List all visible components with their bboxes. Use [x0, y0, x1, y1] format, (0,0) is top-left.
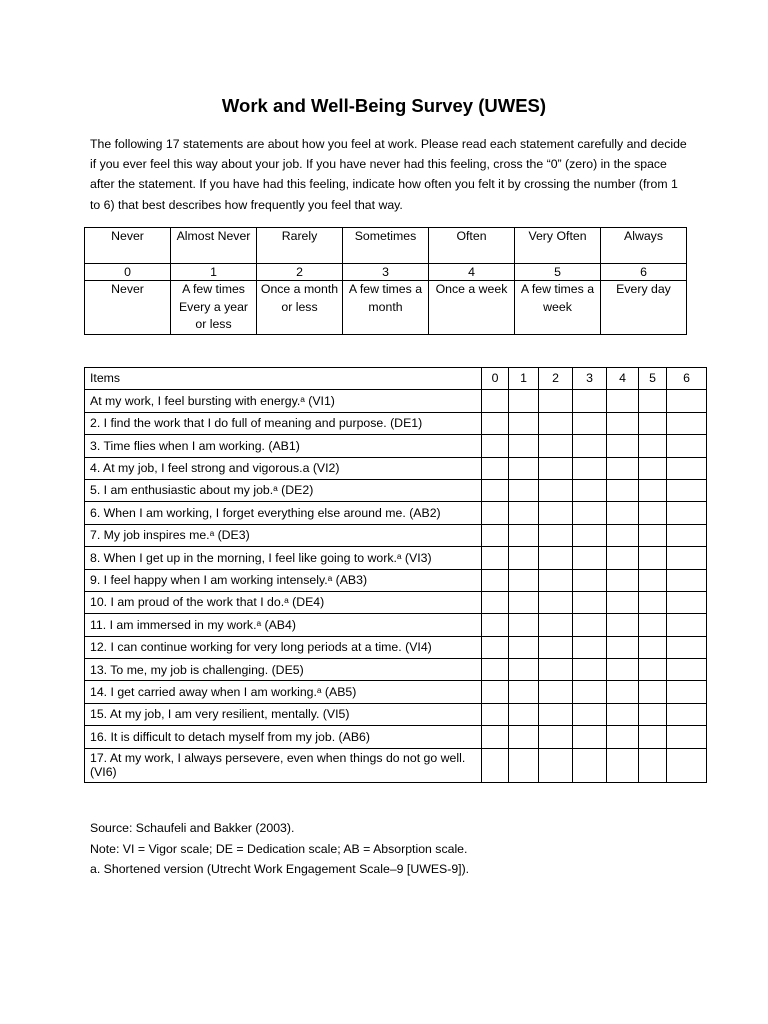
score-column-header: 2	[539, 368, 573, 390]
response-cell-6[interactable]	[667, 435, 707, 457]
response-cell-2[interactable]	[539, 591, 573, 613]
response-cell-0[interactable]	[482, 703, 509, 725]
frequency-scale-table	[84, 227, 687, 335]
response-cell-4[interactable]	[607, 502, 639, 524]
survey-item-statement: 10. I am proud of the work that I do.ᵃ (DE4)	[85, 591, 482, 613]
response-cell-3[interactable]	[573, 390, 607, 412]
response-cell-3[interactable]	[573, 569, 607, 591]
response-cell-6[interactable]	[667, 390, 707, 412]
score-column-header: 1	[509, 368, 539, 390]
response-cell-6[interactable]	[667, 457, 707, 479]
scale-label: Very Often	[515, 228, 601, 264]
response-cell-4[interactable]	[607, 547, 639, 569]
survey-item-statement: 6. When I am working, I forget everything else around me. (AB2)	[85, 502, 482, 524]
response-cell-5[interactable]	[639, 524, 667, 546]
scale-description: Every day	[601, 281, 687, 335]
response-cell-4[interactable]	[607, 457, 639, 479]
scale-value: 6	[601, 264, 687, 281]
survey-item-statement: 13. To me, my job is challenging. (DE5)	[85, 659, 482, 681]
response-cell-4[interactable]	[607, 726, 639, 748]
survey-item-row	[85, 412, 707, 434]
score-column-header: 6	[667, 368, 707, 390]
survey-item-row	[85, 614, 707, 636]
scale-value: 5	[515, 264, 601, 281]
survey-item-row	[85, 435, 707, 457]
response-cell-0[interactable]	[482, 502, 509, 524]
scale-value: 1	[171, 264, 257, 281]
response-cell-6[interactable]	[667, 547, 707, 569]
survey-item-statement: 7. My job inspires me.ᵃ (DE3)	[85, 524, 482, 546]
instructions-paragraph: The following 17 statements are about how you feel at work. Please read each statement carefully and decide if you ever feel this way about your job. If you have never had this feeling, cross the “0” (zero) in the space after the statement. If you have had this feeling, indicate how often you felt it by crossing the number (from 1 to 6) that best describes how frequently you feel that way.	[90, 137, 687, 212]
response-cell-5[interactable]	[639, 726, 667, 748]
survey-item-statement: 17. At my work, I always persevere, even when things do not go well. (VI6)	[85, 748, 482, 782]
scale-value-row	[85, 264, 687, 281]
response-cell-3[interactable]	[573, 591, 607, 613]
response-cell-2[interactable]	[539, 748, 573, 782]
response-cell-4[interactable]	[607, 748, 639, 782]
items-header-row	[85, 368, 707, 390]
survey-item-statement: 16. It is difficult to detach myself from my job. (AB6)	[85, 726, 482, 748]
survey-item-statement: 12. I can continue working for very long periods at a time. (VI4)	[85, 636, 482, 658]
survey-item-statement: At my work, I feel bursting with energy.ᵃ (VI1)	[85, 390, 482, 412]
response-cell-2[interactable]	[539, 502, 573, 524]
survey-item-row	[85, 479, 707, 501]
response-cell-5[interactable]	[639, 569, 667, 591]
response-cell-4[interactable]	[607, 390, 639, 412]
scale-label: Never	[85, 228, 171, 264]
response-cell-4[interactable]	[607, 569, 639, 591]
response-cell-0[interactable]	[482, 681, 509, 703]
response-cell-1[interactable]	[509, 479, 539, 501]
response-cell-3[interactable]	[573, 547, 607, 569]
response-cell-2[interactable]	[539, 412, 573, 434]
response-cell-2[interactable]	[539, 457, 573, 479]
response-cell-4[interactable]	[607, 659, 639, 681]
scale-label: Almost Never	[171, 228, 257, 264]
response-cell-0[interactable]	[482, 479, 509, 501]
abbreviation-note: Note: VI = Vigor scale; DE = Dedication scale; AB = Absorption scale.	[90, 841, 468, 856]
response-cell-4[interactable]	[607, 681, 639, 703]
response-cell-6[interactable]	[667, 726, 707, 748]
response-cell-4[interactable]	[607, 524, 639, 546]
response-cell-6[interactable]	[667, 569, 707, 591]
survey-item-row	[85, 748, 707, 782]
response-cell-6[interactable]	[667, 659, 707, 681]
survey-item-row	[85, 636, 707, 658]
scale-description: Once a month or less	[257, 281, 343, 335]
response-cell-5[interactable]	[639, 435, 667, 457]
score-column-header: 5	[639, 368, 667, 390]
scale-description: Once a week	[429, 281, 515, 335]
survey-item-row	[85, 726, 707, 748]
response-cell-1[interactable]	[509, 659, 539, 681]
scale-label: Often	[429, 228, 515, 264]
survey-item-statement: 15. At my job, I am very resilient, mentally. (VI5)	[85, 703, 482, 725]
response-cell-2[interactable]	[539, 659, 573, 681]
scale-label: Sometimes	[343, 228, 429, 264]
response-cell-3[interactable]	[573, 681, 607, 703]
response-cell-5[interactable]	[639, 748, 667, 782]
items-column-header: Items	[85, 368, 482, 390]
scale-description-row	[85, 281, 687, 335]
response-cell-5[interactable]	[639, 614, 667, 636]
survey-item-row	[85, 681, 707, 703]
response-cell-1[interactable]	[509, 569, 539, 591]
score-column-header: 3	[573, 368, 607, 390]
response-cell-1[interactable]	[509, 748, 539, 782]
response-cell-1[interactable]	[509, 614, 539, 636]
response-cell-3[interactable]	[573, 748, 607, 782]
response-cell-5[interactable]	[639, 636, 667, 658]
response-cell-2[interactable]	[539, 569, 573, 591]
survey-item-row	[85, 502, 707, 524]
response-cell-2[interactable]	[539, 614, 573, 636]
response-cell-6[interactable]	[667, 524, 707, 546]
response-cell-1[interactable]	[509, 726, 539, 748]
survey-item-statement: 9. I feel happy when I am working intensely.ᵃ (AB3)	[85, 569, 482, 591]
scale-value: 2	[257, 264, 343, 281]
response-cell-2[interactable]	[539, 524, 573, 546]
scale-description: A few times a month	[343, 281, 429, 335]
response-cell-3[interactable]	[573, 435, 607, 457]
response-cell-1[interactable]	[509, 703, 539, 725]
response-cell-6[interactable]	[667, 591, 707, 613]
response-cell-5[interactable]	[639, 591, 667, 613]
response-cell-1[interactable]	[509, 457, 539, 479]
response-cell-3[interactable]	[573, 457, 607, 479]
response-cell-6[interactable]	[667, 412, 707, 434]
response-cell-1[interactable]	[509, 502, 539, 524]
survey-item-statement: 5. I am enthusiastic about my job.ᵃ (DE2)	[85, 479, 482, 501]
response-cell-2[interactable]	[539, 547, 573, 569]
response-cell-0[interactable]	[482, 524, 509, 546]
response-cell-4[interactable]	[607, 435, 639, 457]
response-cell-3[interactable]	[573, 614, 607, 636]
response-cell-5[interactable]	[639, 659, 667, 681]
score-column-header: 0	[482, 368, 509, 390]
response-cell-4[interactable]	[607, 479, 639, 501]
response-cell-0[interactable]	[482, 614, 509, 636]
response-cell-0[interactable]	[482, 748, 509, 782]
scale-description: Never	[85, 281, 171, 335]
survey-item-statement: 14. I get carried away when I am working.ᵃ (AB5)	[85, 681, 482, 703]
response-cell-6[interactable]	[667, 636, 707, 658]
response-cell-4[interactable]	[607, 412, 639, 434]
survey-item-row	[85, 547, 707, 569]
response-cell-1[interactable]	[509, 524, 539, 546]
scale-label-row	[85, 228, 687, 264]
response-cell-5[interactable]	[639, 479, 667, 501]
response-cell-2[interactable]	[539, 681, 573, 703]
response-cell-3[interactable]	[573, 502, 607, 524]
survey-item-row	[85, 569, 707, 591]
response-cell-2[interactable]	[539, 703, 573, 725]
scale-label: Always	[601, 228, 687, 264]
survey-item-statement: 11. I am immersed in my work.ᵃ (AB4)	[85, 614, 482, 636]
response-cell-3[interactable]	[573, 636, 607, 658]
response-cell-3[interactable]	[573, 524, 607, 546]
response-cell-0[interactable]	[482, 457, 509, 479]
score-column-header: 4	[607, 368, 639, 390]
shortened-version-note: a. Shortened version (Utrecht Work Engagement Scale–9 [UWES-9]).	[90, 862, 470, 876]
response-cell-5[interactable]	[639, 457, 667, 479]
response-cell-5[interactable]	[639, 412, 667, 434]
survey-item-statement: 4. At my job, I feel strong and vigorous.a (VI2)	[85, 457, 482, 479]
response-cell-0[interactable]	[482, 435, 509, 457]
source-note: Source: Schaufeli and Bakker (2003).	[90, 821, 295, 835]
response-cell-5[interactable]	[639, 502, 667, 524]
survey-items-table	[84, 367, 707, 783]
survey-item-row	[85, 703, 707, 725]
response-cell-5[interactable]	[639, 703, 667, 725]
response-cell-4[interactable]	[607, 703, 639, 725]
response-cell-3[interactable]	[573, 412, 607, 434]
response-cell-1[interactable]	[509, 390, 539, 412]
survey-item-row	[85, 457, 707, 479]
response-cell-0[interactable]	[482, 412, 509, 434]
page-title: Work and Well-Being Survey (UWES)	[221, 95, 547, 116]
response-cell-5[interactable]	[639, 390, 667, 412]
survey-item-statement: 3. Time flies when I am working. (AB1)	[85, 435, 482, 457]
response-cell-5[interactable]	[639, 681, 667, 703]
survey-item-row	[85, 524, 707, 546]
response-cell-6[interactable]	[667, 502, 707, 524]
footer-notes	[90, 818, 710, 880]
response-cell-0[interactable]	[482, 569, 509, 591]
response-cell-3[interactable]	[573, 479, 607, 501]
response-cell-2[interactable]	[539, 636, 573, 658]
response-cell-4[interactable]	[607, 614, 639, 636]
response-cell-2[interactable]	[539, 726, 573, 748]
survey-item-row	[85, 591, 707, 613]
response-cell-4[interactable]	[607, 636, 639, 658]
response-cell-3[interactable]	[573, 703, 607, 725]
response-cell-2[interactable]	[539, 390, 573, 412]
response-cell-3[interactable]	[573, 726, 607, 748]
response-cell-1[interactable]	[509, 412, 539, 434]
response-cell-1[interactable]	[509, 435, 539, 457]
survey-item-statement: 8. When I get up in the morning, I feel like going to work.ᵃ (VI3)	[85, 547, 482, 569]
response-cell-6[interactable]	[667, 681, 707, 703]
items-body	[85, 390, 707, 782]
response-cell-5[interactable]	[639, 547, 667, 569]
scale-label: Rarely	[257, 228, 343, 264]
response-cell-0[interactable]	[482, 726, 509, 748]
response-cell-2[interactable]	[539, 435, 573, 457]
response-cell-1[interactable]	[509, 681, 539, 703]
response-cell-1[interactable]	[509, 591, 539, 613]
response-cell-0[interactable]	[482, 390, 509, 412]
survey-item-row	[85, 390, 707, 412]
response-cell-0[interactable]	[482, 547, 509, 569]
survey-item-row	[85, 659, 707, 681]
scale-description: A few times Every a year or less	[171, 281, 257, 335]
response-cell-6[interactable]	[667, 748, 707, 782]
response-cell-4[interactable]	[607, 591, 639, 613]
response-cell-0[interactable]	[482, 659, 509, 681]
scale-value: 4	[429, 264, 515, 281]
response-cell-6[interactable]	[667, 703, 707, 725]
response-cell-1[interactable]	[509, 547, 539, 569]
response-cell-6[interactable]	[667, 614, 707, 636]
survey-item-statement: 2. I find the work that I do full of meaning and purpose. (DE1)	[85, 412, 482, 434]
scale-value: 0	[85, 264, 171, 281]
response-cell-0[interactable]	[482, 636, 509, 658]
scale-description: A few times a week	[515, 281, 601, 335]
response-cell-6[interactable]	[667, 479, 707, 501]
response-cell-3[interactable]	[573, 659, 607, 681]
scale-value: 3	[343, 264, 429, 281]
response-cell-0[interactable]	[482, 591, 509, 613]
response-cell-1[interactable]	[509, 636, 539, 658]
response-cell-2[interactable]	[539, 479, 573, 501]
